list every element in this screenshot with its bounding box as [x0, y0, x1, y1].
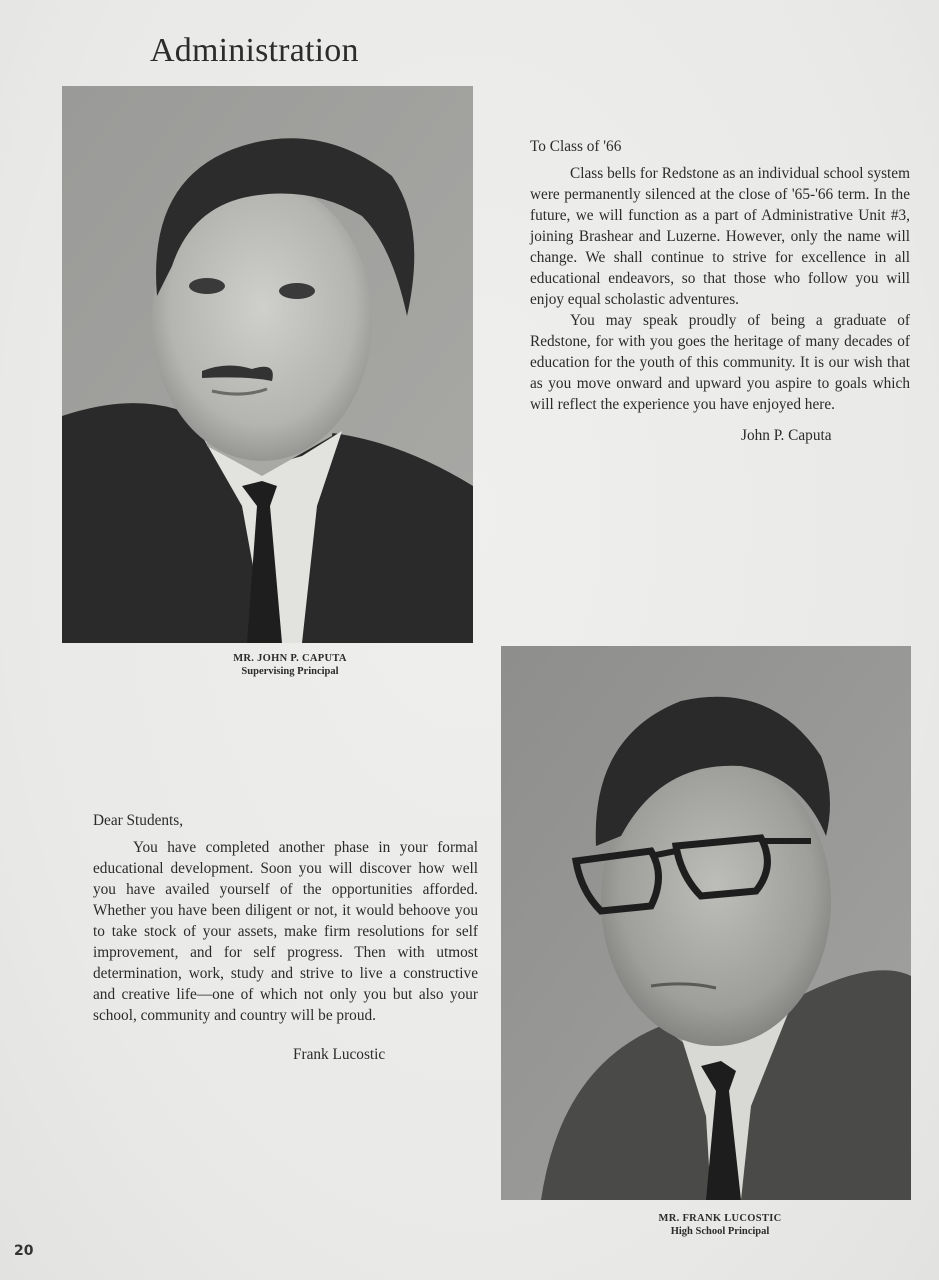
lucostic-caption-role: High School Principal	[670, 1226, 770, 1237]
lucostic-letter-salutation: Dear Students,	[93, 812, 184, 829]
lucostic-caption-name: MR. FRANK LUCOSTIC	[658, 1213, 782, 1224]
page-title: Administration	[150, 32, 359, 69]
caputa-caption-name: MR. JOHN P. CAPUTA	[233, 653, 347, 664]
caputa-portrait-image	[62, 86, 473, 643]
caputa-portrait-photo	[62, 86, 473, 643]
caputa-letter-signature: John P. Caputa	[741, 427, 832, 444]
page-number: 20	[14, 1243, 34, 1259]
lucostic-letter-signature: Frank Lucostic	[293, 1046, 386, 1063]
lucostic-portrait-photo	[501, 646, 911, 1200]
lucostic-portrait-image	[501, 646, 911, 1200]
caputa-letter	[530, 136, 910, 446]
lucostic-photo-caption	[620, 1212, 820, 1238]
caputa-letter-paragraph: You may speak proudly of being a graduate of Redstone, for with you goes the heritage of many decades of education for the youth of this community. It is our wish that as you move onward and upward you aspire to goals which will reflect the experience you have enjoyed here.	[530, 312, 910, 413]
lucostic-letter-paragraph: You have completed another phase in your formal educational development. Soon you will discover how well you have availed yourself of the opportunities afforded. Whether you have been diligent or not, it would behoove you to take stock of your assets, make firm resolutions for self improvement, and for self progress. Then with utmost determination, work, study and strive to live a constructive and creative life—one of which not only you but also your school, community and country will be proud.	[93, 839, 478, 1024]
caputa-letter-salutation: To Class of '66	[530, 138, 622, 155]
caputa-caption-role: Supervising Principal	[241, 666, 339, 677]
caputa-letter-paragraph: Class bells for Redstone as an individual school system were permanently silenced at the close of '65-'66 term. In the future, we will function as a part of Administrative Unit #3, joining Brashear and Luzerne. However, only the name will change. We shall continue to strive for excellence in all educational endeavors, so that those who follow you will enjoy equal scholastic adventures.	[530, 165, 910, 308]
lucostic-letter	[93, 810, 478, 1065]
caputa-photo-caption	[190, 652, 390, 678]
